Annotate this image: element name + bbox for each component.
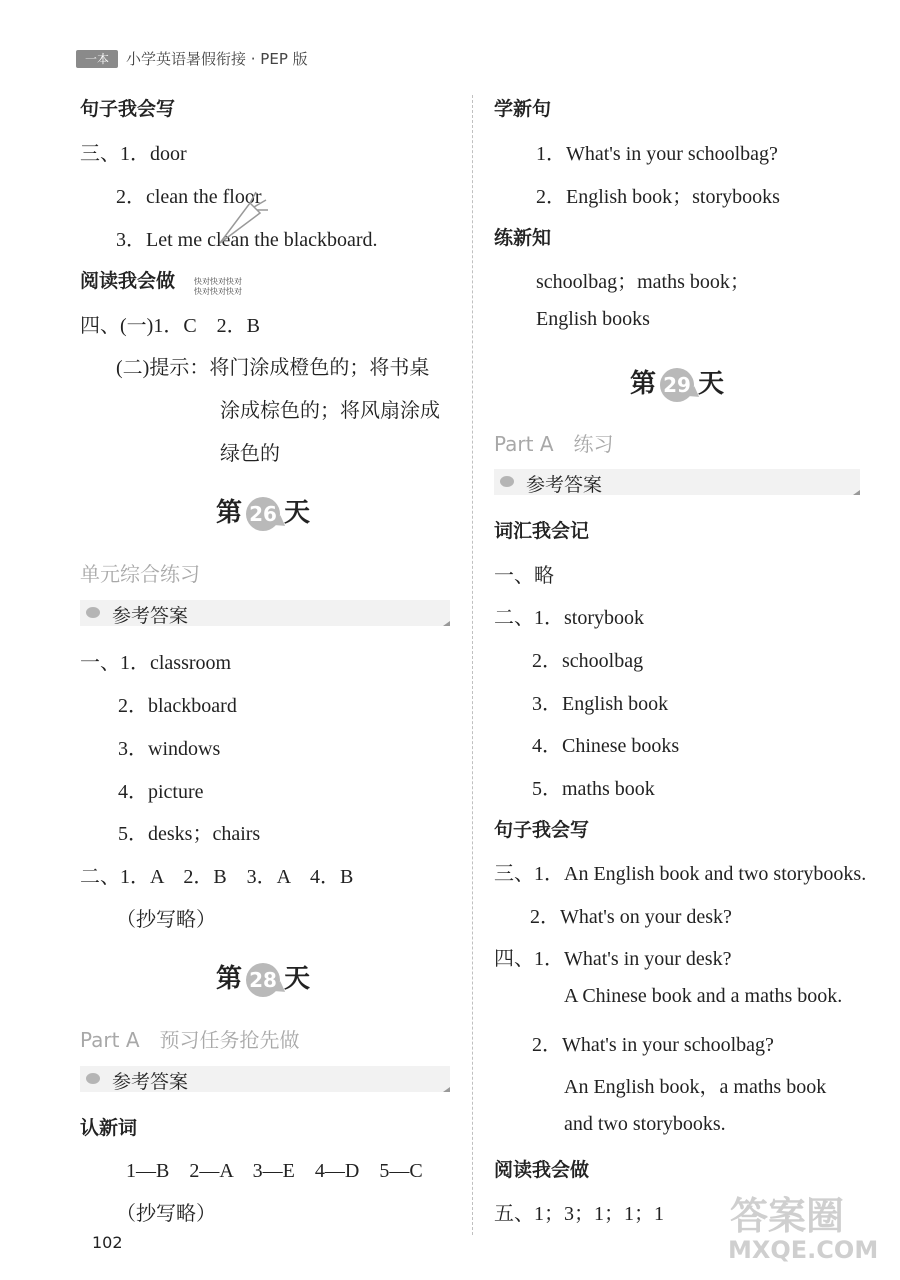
answer-line: 3．English book (532, 693, 669, 715)
answer-line: （抄写略） (116, 909, 216, 931)
carrot-mascot-icon (210, 188, 270, 248)
answer-bar: 参考答案 (494, 469, 860, 495)
section-heading: 阅读我会做 (494, 1159, 590, 1181)
answer-line: 5．maths book (532, 778, 655, 800)
section-heading: 词汇我会记 (494, 520, 590, 542)
subsection-title: Part A 练习 (494, 432, 614, 456)
answer-line: 2．clean the floor (116, 186, 262, 208)
section-heading: 学新句 (494, 98, 552, 120)
answer-line: English books (536, 308, 650, 330)
answer-line: 2．What's in your schoolbag? (532, 1034, 774, 1056)
answer-line: 2．English book；storybooks (536, 186, 780, 208)
book-title: 小学英语暑假衔接 · PEP 版 (126, 50, 308, 68)
answer-line: 4．picture (118, 781, 204, 803)
answer-line: 二、1．storybook (494, 607, 644, 629)
answer-line: 四、1．What's in your desk? (494, 948, 732, 970)
day-title-29: 第 29 天 (630, 363, 724, 402)
answer-line: 四、(一)1．C 2．B (80, 315, 260, 337)
column-divider (472, 95, 473, 1235)
subsection-title: Part A 预习任务抢先做 (80, 1028, 300, 1052)
answer-bar: 参考答案 (80, 600, 450, 626)
answer-line: 4．Chinese books (532, 735, 680, 757)
day-number-badge: 26 (246, 497, 280, 531)
answer-line: 2．blackboard (118, 695, 237, 717)
watermark-small: 快对快对快对 快对快对快对 (194, 277, 242, 296)
answer-bar: 参考答案 (80, 1066, 450, 1092)
answer-line: 涂成棕色的；将风扇涂成 (220, 400, 440, 422)
bullet-icon (500, 476, 514, 487)
answer-line: A Chinese book and a maths book. (564, 985, 843, 1007)
answer-line: An English book，a maths book (564, 1076, 827, 1098)
answer-line: 一、略 (494, 565, 554, 587)
answer-line: 2．schoolbag (532, 650, 644, 672)
day-number-badge: 28 (246, 963, 280, 997)
page-number: 102 (92, 1233, 123, 1252)
watermark-url: MXQE.COM (728, 1236, 879, 1264)
answer-line: 5．desks；chairs (118, 823, 261, 845)
section-heading: 句子我会写 (494, 819, 590, 841)
answer-line: 3．Let me clean the blackboard. (116, 229, 378, 251)
subsection-title: 单元综合练习 (80, 562, 200, 586)
day-title-26: 第 26 天 (216, 492, 310, 531)
answer-line: and two storybooks. (564, 1113, 726, 1135)
answer-line: schoolbag；maths book； (536, 271, 750, 293)
watermark-logo: 答案圈 (730, 1194, 845, 1238)
answer-line: 三、1．An English book and two storybooks. (494, 863, 867, 885)
day-number-badge: 29 (660, 368, 694, 402)
section-heading: 练新知 (494, 227, 552, 249)
answer-line: 3．windows (118, 738, 221, 760)
answer-line: 2．What's on your desk? (530, 906, 732, 928)
bullet-icon (86, 1073, 100, 1084)
answer-line: 绿色的 (220, 443, 280, 465)
bullet-icon (86, 607, 100, 618)
day-title-28: 第 28 天 (216, 958, 310, 997)
answer-line: （抄写略） (116, 1203, 216, 1225)
answer-line: 三、1．door (80, 143, 187, 165)
section-heading: 认新词 (80, 1117, 138, 1139)
answer-line: (二)提示：将门涂成橙色的；将书桌 (116, 357, 430, 379)
answer-line: 二、1．A 2．B 3．A 4．B (80, 866, 354, 888)
section-heading: 阅读我会做 (80, 270, 176, 292)
answer-line: 1．What's in your schoolbag? (536, 143, 778, 165)
answer-line: 一、1．classroom (80, 652, 232, 674)
section-heading: 句子我会写 (80, 98, 176, 120)
series-tag: 一本 (76, 50, 118, 68)
answer-line: 五、1；3；1；1；1 (494, 1203, 664, 1225)
answer-line: 1—B 2—A 3—E 4—D 5—C (126, 1160, 423, 1182)
